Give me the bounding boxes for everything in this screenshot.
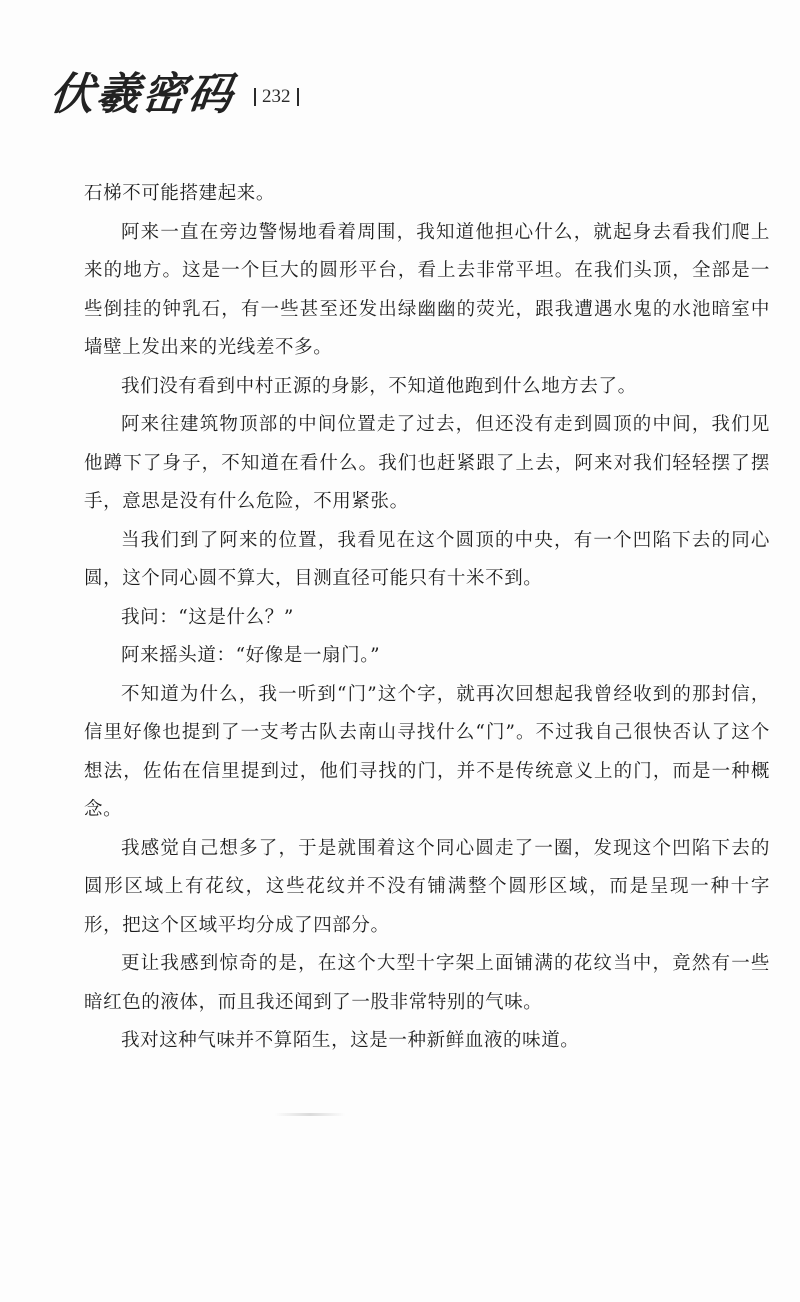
dialogue-line: 我问：“这是什么？” xyxy=(121,606,294,628)
paragraph: 阿来往建筑物顶部的中间位置走了过去，但还没有走到圆顶的中间，我们见他蹲下了身子，不知道在看什么。我们也赶紧跟了上去，阿来对我们轻轻摆了摆手，意思是没有什么危险，不用紧张。 xyxy=(84,414,770,512)
paragraph: 更让我感到惊奇的是，在这个大型十字架上面铺满的花纹当中，竟然有一些暗红色的液体，而且我还闻到了一股非常特别的气味。 xyxy=(84,953,770,1013)
page-number-left-bar xyxy=(254,88,256,106)
paragraph: 我感觉自己想多了，于是就围着这个同心圆走了一圈，发现这个凹陷下去的圆形区域上有花纹，这些花纹并不没有铺满整个圆形区域，而是呈现一种十字形，把这个区域平均分成了四部分。 xyxy=(84,837,770,936)
page-number: 232 xyxy=(262,86,291,107)
dialogue-line: 阿来摇头道：“好像是一扇门。” xyxy=(121,645,381,666)
paragraph: 我对这种气味并不算陌生，这是一种新鲜血液的味道。 xyxy=(121,1030,580,1051)
paragraph-continuation: 石梯不可能搭建起来。 xyxy=(84,183,276,204)
paragraph: 当我们到了阿来的位置，我看见在这个圆顶的中央，有一个凹陷下去的同心圆，这个同心圆不算大，目测直径可能只有十米不到。 xyxy=(84,529,770,589)
running-head xyxy=(47,60,299,130)
body-text xyxy=(84,175,770,1061)
page-number-group xyxy=(254,82,299,108)
paragraph: 阿来一直在旁边警惕地看着周围，我知道他担心什么，就起身去看我们爬上来的地方。这是一个巨大的圆形平台，看上去非常平坦。在我们头顶，全部是一些倒挂的钟乳石，有一些甚至还发出绿幽幽的荧光，跟我遭遇水鬼的水池暗室中墙壁上发出来的光线差不多。 xyxy=(84,221,770,358)
book-title: 伏羲密码 xyxy=(47,69,237,120)
paragraph: 我们没有看到中村正源的身影，不知道他跑到什么地方去了。 xyxy=(121,375,637,397)
scan-smudge xyxy=(275,1113,345,1116)
paragraph: 不知道为什么，我一听到“门”这个字，就再次回想起我曾经收到的那封信，信里好像也提到了一支考古队去南山寻找什么“门”。不过我自己很快否认了这个想法，佐佑在信里提到过，他们寻找的门，并不是传统意义上的门，而是一种概念。 xyxy=(84,683,770,820)
page-number-right-bar xyxy=(297,88,299,106)
